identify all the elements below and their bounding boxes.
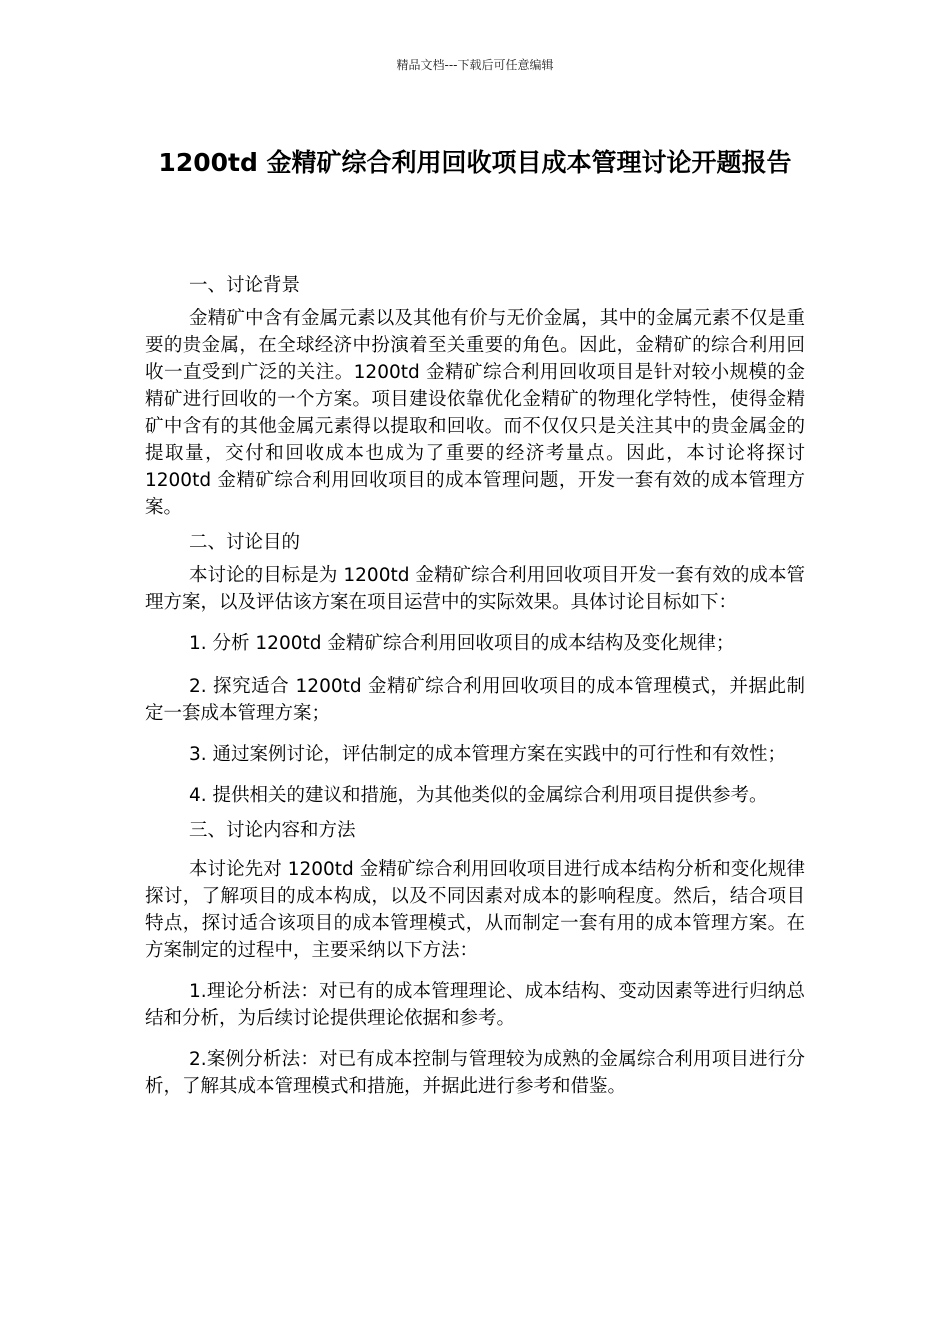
section-heading-background: 一、讨论背景 <box>189 275 301 296</box>
section-heading-method: 三、讨论内容和方法 <box>189 820 356 841</box>
method-item: 2.案例分析法：对已有成本控制与管理较为成熟的金属综合利用项目进行分析，了解其成本管理模式和措施，并据此进行参考和借鉴。 <box>145 1049 805 1097</box>
goal-item: 4. 提供相关的建议和措施，为其他类似的金属综合利用项目提供参考。 <box>189 785 768 806</box>
paragraph-background: 金精矿中含有金属元素以及其他有价与无价金属，其中的金属元素不仅是重要的贵金属，在全球经济中扮演着至关重要的角色。因此，金精矿的综合利用回收一直受到广泛的关注。1200td 金精矿综合利用回收项目是针对较小规模的金精矿进行回收的一个方案。项目建设依靠优化金精矿的物理化学特性，使得金精矿中含有的其他金属元素得以提取和回收。而不仅仅只是关注其中的贵金属金的提取量，交付和回收成本也成为了重要的经济考量点。因此，本讨论将探讨 1200td 金精矿综合利用回收项目的成本管理问题，开发一套有效的成本管理方案。 <box>145 308 805 518</box>
paragraph-method: 本讨论先对 1200td 金精矿综合利用回收项目进行成本结构分析和变化规律探讨，了解项目的成本构成，以及不同因素对成本的影响程度。然后，结合项目特点，探讨适合该项目的成本管理模式，从而制定一套有用的成本管理方案。在方案制定的过程中，主要采纳以下方法： <box>145 859 805 961</box>
method-item: 1.理论分析法：对已有的成本管理理论、成本结构、变动因素等进行归纳总结和分析，为后续讨论提供理论依据和参考。 <box>145 981 805 1029</box>
goal-item: 1. 分析 1200td 金精矿综合利用回收项目的成本结构及变化规律； <box>189 633 735 654</box>
header-note: 精品文档---下载后可任意编辑 <box>396 58 554 72</box>
document-title: 1200td 金精矿综合利用回收项目成本管理讨论开题报告 <box>158 148 792 177</box>
paragraph-purpose: 本讨论的目标是为 1200td 金精矿综合利用回收项目开发一套有效的成本管理方案，以及评估该方案在项目运营中的实际效果。具体讨论目标如下： <box>145 565 805 613</box>
goal-item: 3. 通过案例讨论，评估制定的成本管理方案在实践中的可行性和有效性； <box>189 744 787 765</box>
section-heading-purpose: 二、讨论目的 <box>189 532 301 553</box>
document-body <box>145 272 805 1114</box>
goal-item: 2. 探究适合 1200td 金精矿综合利用回收项目的成本管理模式，并据此制定一套成本管理方案； <box>145 676 805 724</box>
